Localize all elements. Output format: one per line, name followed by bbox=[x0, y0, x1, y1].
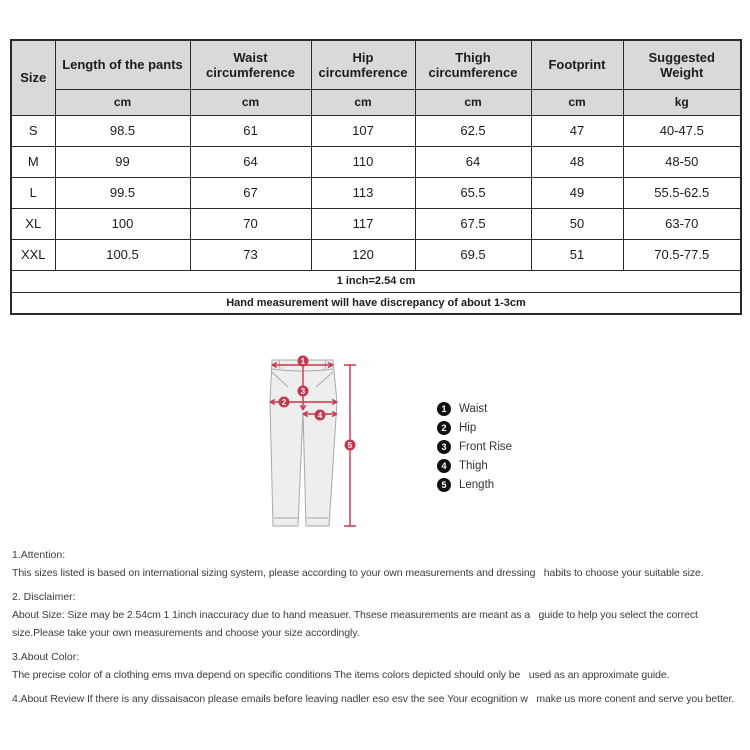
col-header-length: Length of the pants bbox=[55, 40, 190, 89]
note-about-color bbox=[12, 648, 746, 684]
cell-weight: 48-50 bbox=[623, 146, 741, 177]
legend-num-2-icon: 2 bbox=[437, 421, 451, 435]
cell-length: 98.5 bbox=[55, 115, 190, 146]
table-footnote-discrepancy bbox=[11, 292, 741, 314]
legend-item-thigh bbox=[437, 456, 512, 475]
cell-hip: 120 bbox=[311, 239, 415, 270]
legend-label-length: Length bbox=[459, 478, 495, 491]
cell-size: XL bbox=[11, 208, 55, 239]
note-attention-body: This sizes listed is based on international sizing system, please according to your own measurements and dressing habits to choose your suitable size. bbox=[12, 567, 704, 579]
legend-num-5-icon: 5 bbox=[437, 478, 451, 492]
cell-hip: 110 bbox=[311, 146, 415, 177]
cell-footprint: 50 bbox=[531, 208, 623, 239]
marker-5-num: 5 bbox=[347, 440, 353, 450]
cell-footprint: 48 bbox=[531, 146, 623, 177]
table-row-s bbox=[11, 115, 741, 146]
cell-footprint: 51 bbox=[531, 239, 623, 270]
legend-num-1-icon: 1 bbox=[437, 402, 451, 416]
cell-weight: 55.5-62.5 bbox=[623, 177, 741, 208]
col-header-waist: Waist circumference bbox=[190, 40, 311, 89]
cell-waist: 67 bbox=[190, 177, 311, 208]
cell-footprint: 47 bbox=[531, 115, 623, 146]
footnote-discrepancy-text: Hand measurement will have discrepancy of about 1-3cm bbox=[11, 292, 741, 314]
note-about-review bbox=[12, 690, 746, 708]
unit-length: cm bbox=[55, 89, 190, 115]
legend-item-front-rise bbox=[437, 437, 512, 456]
col-header-thigh: Thigh circumference bbox=[415, 40, 531, 89]
notes-section bbox=[12, 546, 746, 714]
cell-length: 100.5 bbox=[55, 239, 190, 270]
table-row-xxl bbox=[11, 239, 741, 270]
unit-hip: cm bbox=[311, 89, 415, 115]
cell-thigh: 65.5 bbox=[415, 177, 531, 208]
note-disclaimer-heading: 2. Disclaimer: bbox=[12, 591, 76, 603]
marker-3-num: 3 bbox=[300, 386, 306, 396]
cell-hip: 117 bbox=[311, 208, 415, 239]
cell-thigh: 69.5 bbox=[415, 239, 531, 270]
legend-num-4-icon: 4 bbox=[437, 459, 451, 473]
legend-item-hip bbox=[437, 418, 512, 437]
table-header-row bbox=[11, 40, 741, 89]
legend-label-thigh: Thigh bbox=[459, 459, 488, 472]
legend-item-waist bbox=[437, 399, 512, 418]
note-about-review-body: 4.About Review If there is any dissaisacon please emails before leaving nadler eso esv the see Your ecognition w make us more conent and serve you better. bbox=[12, 693, 735, 705]
unit-waist: cm bbox=[190, 89, 311, 115]
legend-label-hip: Hip bbox=[459, 421, 477, 434]
size-chart-section bbox=[10, 39, 741, 315]
cell-waist: 70 bbox=[190, 208, 311, 239]
marker-1-num: 1 bbox=[300, 356, 306, 366]
note-about-color-heading: 3.About Color: bbox=[12, 651, 80, 663]
table-units-row bbox=[11, 89, 741, 115]
legend-item-length bbox=[437, 475, 512, 494]
cell-hip: 107 bbox=[311, 115, 415, 146]
cell-length: 99 bbox=[55, 146, 190, 177]
size-chart-table bbox=[10, 39, 742, 315]
note-disclaimer-body: About Size: Size may be 2.54cm 1 1inch inaccuracy due to hand measuer. Thsese measurements are meant as a guide to help you select the correct size.Please take your own measurements and choose your size accordingly. bbox=[12, 609, 701, 639]
cell-thigh: 62.5 bbox=[415, 115, 531, 146]
col-header-hip: Hip circumference bbox=[311, 40, 415, 89]
note-attention bbox=[12, 546, 746, 582]
cell-weight: 63-70 bbox=[623, 208, 741, 239]
cell-footprint: 49 bbox=[531, 177, 623, 208]
cell-length: 100 bbox=[55, 208, 190, 239]
cell-size: L bbox=[11, 177, 55, 208]
measurement-legend bbox=[437, 399, 512, 494]
cell-waist: 73 bbox=[190, 239, 311, 270]
cell-hip: 113 bbox=[311, 177, 415, 208]
cell-size: S bbox=[11, 115, 55, 146]
marker-4-num: 4 bbox=[317, 410, 323, 420]
col-header-footprint: Footprint bbox=[531, 40, 623, 89]
table-row-m bbox=[11, 146, 741, 177]
cell-thigh: 67.5 bbox=[415, 208, 531, 239]
table-footnote-inch bbox=[11, 270, 741, 292]
cell-weight: 70.5-77.5 bbox=[623, 239, 741, 270]
note-attention-heading: 1.Attention: bbox=[12, 549, 66, 561]
unit-thigh: cm bbox=[415, 89, 531, 115]
cell-waist: 61 bbox=[190, 115, 311, 146]
legend-num-3-icon: 3 bbox=[437, 440, 451, 454]
table-row-l bbox=[11, 177, 741, 208]
cell-length: 99.5 bbox=[55, 177, 190, 208]
cell-size: M bbox=[11, 146, 55, 177]
cell-waist: 64 bbox=[190, 146, 311, 177]
table-row-xl bbox=[11, 208, 741, 239]
unit-weight: kg bbox=[623, 89, 741, 115]
footnote-inch-text: 1 inch=2.54 cm bbox=[11, 270, 741, 292]
cell-size: XXL bbox=[11, 239, 55, 270]
legend-label-waist: Waist bbox=[459, 402, 488, 415]
note-disclaimer bbox=[12, 588, 746, 642]
legend-label-front-rise: Front Rise bbox=[459, 440, 513, 453]
cell-thigh: 64 bbox=[415, 146, 531, 177]
unit-footprint: cm bbox=[531, 89, 623, 115]
cell-weight: 40-47.5 bbox=[623, 115, 741, 146]
note-about-color-body: The precise color of a clothing ems mva depend on specific conditions The items colors depicted should only be used as an approximate guide. bbox=[12, 669, 670, 681]
col-header-size: Size bbox=[11, 40, 55, 115]
col-header-weight: Suggested Weight bbox=[623, 40, 741, 89]
marker-2-num: 2 bbox=[281, 397, 287, 407]
